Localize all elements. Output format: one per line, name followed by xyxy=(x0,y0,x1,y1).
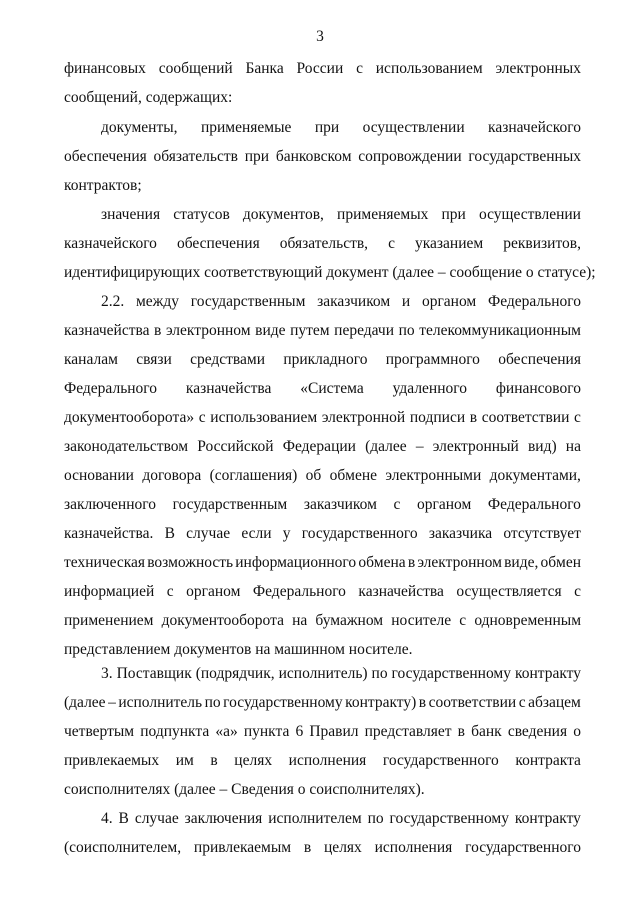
word: на xyxy=(565,438,581,455)
word: Российской xyxy=(197,438,274,455)
word: с xyxy=(166,583,174,600)
text-line xyxy=(64,408,581,428)
word: исполнения xyxy=(374,839,453,856)
word: возможность xyxy=(147,554,234,571)
word: передачи xyxy=(334,322,395,339)
word: государственного xyxy=(301,525,418,542)
word: (соисполнителем, xyxy=(64,839,182,856)
word: электронном xyxy=(417,554,502,571)
word: телекоммуникационным xyxy=(419,322,581,339)
word: исполнитель xyxy=(118,694,203,711)
word: привлекаемым xyxy=(193,839,292,856)
word: государственному xyxy=(223,694,343,711)
word: (соглашения) xyxy=(209,467,298,484)
word: контракта xyxy=(515,752,581,769)
word: с xyxy=(356,60,363,77)
word: государственному xyxy=(391,665,511,682)
word: государственных xyxy=(468,148,581,165)
word: в xyxy=(418,694,427,711)
word: в xyxy=(303,839,312,856)
word: по xyxy=(367,810,384,827)
text-line xyxy=(64,495,581,515)
word: статусов xyxy=(173,206,230,223)
word: основании xyxy=(64,467,134,484)
word: В xyxy=(164,525,175,542)
text-line xyxy=(64,751,581,771)
word: случае xyxy=(186,525,231,542)
page-number: 3 xyxy=(316,28,324,45)
word: осуществляется xyxy=(456,583,562,600)
word: одновременным xyxy=(474,612,581,629)
word: по xyxy=(204,694,221,711)
text-line: соисполнителях (далее – Сведения о соисполнителях). xyxy=(64,781,425,798)
word: средствами xyxy=(190,351,266,368)
word: документооборота xyxy=(161,612,284,629)
word: целях xyxy=(234,752,273,769)
word: с xyxy=(518,694,526,711)
word: между xyxy=(135,293,180,310)
word: документы, xyxy=(101,119,178,136)
word: Федерального xyxy=(252,583,346,600)
word: при xyxy=(314,119,340,136)
word: контракту xyxy=(514,810,581,827)
word: Федерального xyxy=(487,496,581,513)
word: контракту xyxy=(514,665,581,682)
word: Федерации xyxy=(282,438,356,455)
word: обмене xyxy=(329,467,378,484)
word: пункта xyxy=(243,723,290,740)
word: программного xyxy=(385,351,480,368)
word: информацией xyxy=(64,583,155,600)
word: в xyxy=(407,554,416,571)
word: у xyxy=(282,525,291,542)
word: при xyxy=(441,206,466,223)
word: исполнения xyxy=(288,752,367,769)
word: в xyxy=(457,723,465,740)
word: договора xyxy=(142,467,202,484)
word: финансовых xyxy=(64,60,146,77)
word: государственным xyxy=(172,496,288,513)
word: государственным xyxy=(190,293,306,310)
word: 4. xyxy=(101,810,113,827)
word: и xyxy=(401,293,411,310)
text-line: сообщений, содержащих: xyxy=(64,89,233,106)
word: указанием xyxy=(415,235,484,252)
word: обмен xyxy=(540,554,581,571)
word: 2.2. xyxy=(101,293,125,310)
word: органом xyxy=(421,293,477,310)
text-line xyxy=(64,350,581,370)
word: сопровождении xyxy=(358,148,462,165)
word: с xyxy=(393,496,401,513)
word: (подрядчик, xyxy=(195,665,275,682)
word: казначейства xyxy=(185,380,272,397)
word: по xyxy=(371,665,388,682)
text-line xyxy=(64,59,581,79)
word: с xyxy=(574,583,581,600)
word: банковском xyxy=(275,148,352,165)
text-line xyxy=(101,292,581,312)
word: об xyxy=(305,467,322,484)
word: использованием xyxy=(210,409,318,426)
word: случае xyxy=(134,810,179,827)
word: с xyxy=(388,235,395,252)
word: Поставщик xyxy=(116,665,192,682)
word: при xyxy=(244,148,270,165)
word: соответствии xyxy=(428,694,517,711)
word: обязательств xyxy=(153,148,238,165)
word: Правил xyxy=(309,723,359,740)
text-line xyxy=(64,147,581,167)
text-line xyxy=(101,664,581,684)
word: представляет xyxy=(364,723,452,740)
word: 6 xyxy=(295,723,304,740)
word: документооборота» xyxy=(64,409,195,426)
word: носителе xyxy=(391,612,452,629)
word: казначейства xyxy=(64,322,150,339)
word: (далее xyxy=(64,694,106,711)
word: (далее xyxy=(365,438,407,455)
word: заказчиком xyxy=(303,496,377,513)
word: исполнитель) xyxy=(278,665,368,682)
text-line xyxy=(64,379,581,399)
word: Банка xyxy=(245,60,284,77)
text-line xyxy=(64,321,581,341)
word: в xyxy=(469,409,478,426)
word: обмена xyxy=(358,554,406,571)
word: Федерального xyxy=(487,293,581,310)
word: связи xyxy=(136,351,172,368)
word: финансового xyxy=(495,380,581,397)
word: законодательством xyxy=(64,438,189,455)
word: государственного xyxy=(465,839,581,856)
word: абзацем xyxy=(528,694,581,711)
word: прикладного xyxy=(283,351,368,368)
word: «а» xyxy=(215,723,238,740)
word: органом xyxy=(417,496,472,513)
word: обеспечения xyxy=(498,351,581,368)
word: – xyxy=(415,438,424,455)
word: с xyxy=(574,409,581,426)
word: банк xyxy=(471,723,502,740)
word: документов, xyxy=(242,206,324,223)
word: документами, xyxy=(489,467,581,484)
word: каналам xyxy=(64,351,118,368)
word: контракту) xyxy=(345,694,417,711)
text-line xyxy=(64,611,581,631)
word: электронном xyxy=(165,322,251,339)
word: информационного xyxy=(235,554,357,571)
text-line xyxy=(64,553,581,573)
word: четвертым xyxy=(64,723,135,740)
word: в xyxy=(210,752,218,769)
word: казначейства xyxy=(358,583,444,600)
word: государственного xyxy=(382,752,499,769)
word: заключенного xyxy=(64,496,156,513)
word: государственному xyxy=(389,810,509,827)
word: удаленного xyxy=(392,380,467,397)
word: виде xyxy=(255,322,286,339)
text-line xyxy=(64,722,581,742)
text-line xyxy=(64,437,581,457)
word: им xyxy=(175,752,194,769)
word: с xyxy=(198,409,206,426)
word: обеспечения xyxy=(176,235,260,252)
text-line xyxy=(101,118,581,138)
word: казначейства. xyxy=(64,525,154,542)
text-line xyxy=(101,809,581,829)
text-line: контрактов; xyxy=(64,177,142,194)
word: «Система xyxy=(300,380,364,397)
text-line xyxy=(64,234,581,254)
word: 3. xyxy=(101,665,113,682)
word: осуществлении xyxy=(362,119,465,136)
word: сведения xyxy=(507,723,568,740)
word: применением xyxy=(64,612,154,629)
text-line xyxy=(64,693,581,713)
word: заказчиком xyxy=(317,293,391,310)
word: вид) xyxy=(527,438,557,455)
word: применяемых xyxy=(337,206,429,223)
word: техническая xyxy=(64,554,146,571)
word: привлекаемых xyxy=(64,752,160,769)
word: сообщений xyxy=(158,60,233,77)
text-line xyxy=(101,205,581,225)
word: – xyxy=(108,694,116,711)
word: России xyxy=(296,60,344,77)
text-line xyxy=(64,838,581,858)
word: если xyxy=(241,525,272,542)
word: виде, xyxy=(504,554,539,571)
word: в xyxy=(154,322,162,339)
text-line: идентифицирующих соответствующий документ (далее – сообщение о статусе); xyxy=(64,264,596,281)
word: заключения xyxy=(184,810,263,827)
text-line xyxy=(64,582,581,602)
word: путем xyxy=(290,322,330,339)
word: электронный xyxy=(432,438,519,455)
word: электронных xyxy=(495,60,581,77)
word: подпункта xyxy=(140,723,210,740)
text-line xyxy=(64,466,581,486)
word: осуществлении xyxy=(478,206,581,223)
word: В xyxy=(118,810,129,827)
word: электронными xyxy=(385,467,482,484)
word: электронной xyxy=(321,409,406,426)
word: казначейского xyxy=(64,235,157,252)
word: значения xyxy=(101,206,161,223)
text-line xyxy=(64,524,581,544)
word: отсутствует xyxy=(503,525,581,542)
word: применяемые xyxy=(200,119,292,136)
word: соответствии xyxy=(481,409,570,426)
word: Федерального xyxy=(64,380,158,397)
word: использованием xyxy=(375,60,483,77)
word: по xyxy=(398,322,415,339)
word: целях xyxy=(324,839,362,856)
word: исполнителем xyxy=(268,810,362,827)
word: на xyxy=(292,612,308,629)
word: о xyxy=(573,723,581,740)
word: обязательств, xyxy=(279,235,369,252)
word: казначейского xyxy=(488,119,581,136)
word: заказчика xyxy=(428,525,493,542)
word: подписи xyxy=(409,409,466,426)
word: обеспечения xyxy=(64,148,147,165)
word: органом xyxy=(186,583,241,600)
word: реквизитов, xyxy=(503,235,581,252)
word: с xyxy=(459,612,467,629)
text-line: представлением документов на машинном носителе. xyxy=(64,641,413,658)
word: бумажном xyxy=(315,612,384,629)
